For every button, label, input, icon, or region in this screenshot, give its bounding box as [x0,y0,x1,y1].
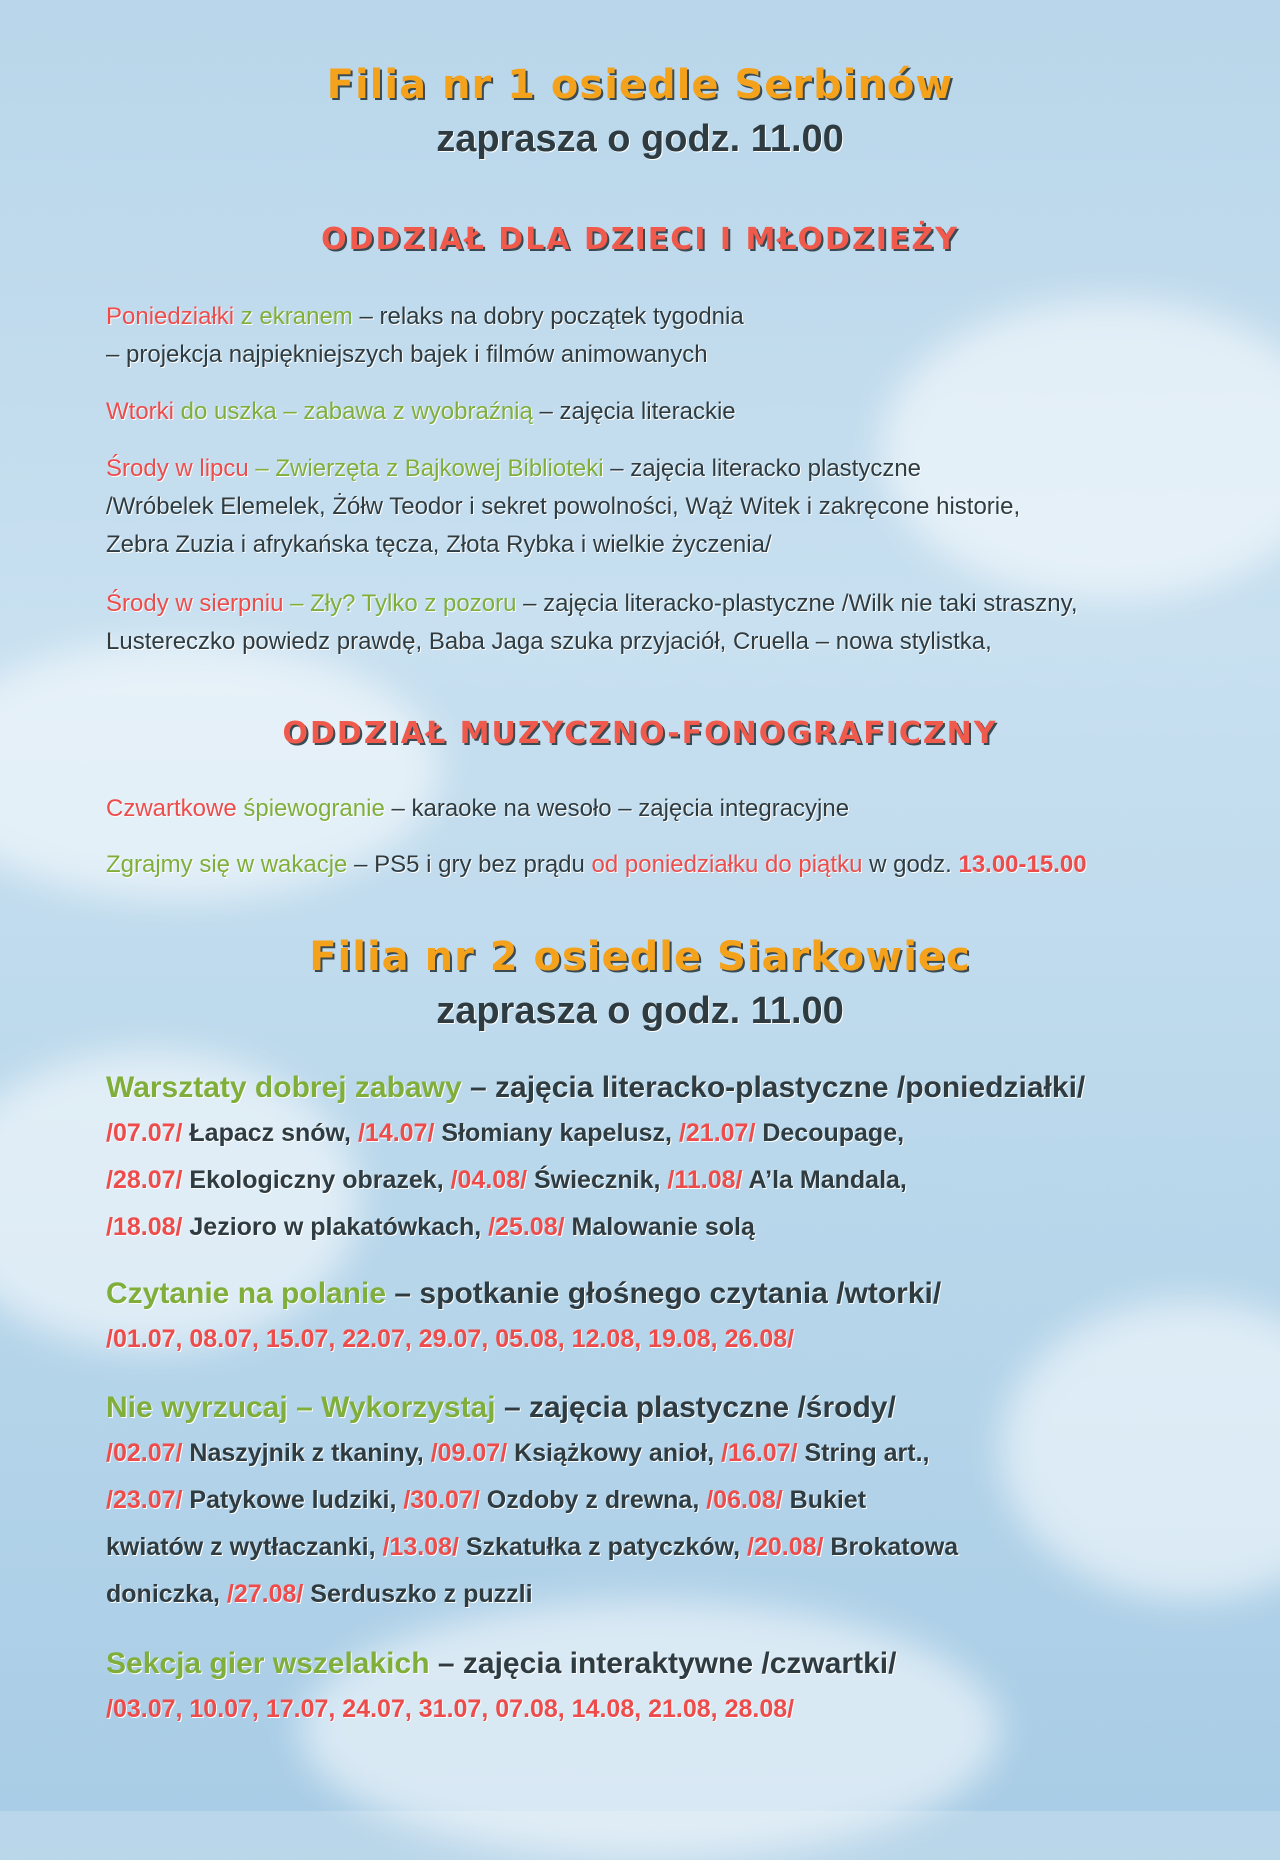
section-kids-title: ODDZIAŁ DLA DZIECI I MŁODZIEŻY [321,222,959,257]
workshop-2: Czytanie na polanie – spotkanie głośnego czytania /wtorki/ /01.07, 08.07, 15.07, 22.07, 29.07, 05.08, 12.08, 19.08, 26.08/ [106,1277,942,1353]
filia1-subtitle: zaprasza o godz. 11.00 [436,118,844,160]
filia2-title: Filia nr 2 osiedle Siarkowiec [309,934,971,980]
item-thursday: Czwartkowe śpiewogranie – karaoke na wesoło – zajęcia integracyjne [106,795,850,822]
section-music-title: ODDZIAŁ MUZYCZNO-FONOGRAFICZNY [282,716,998,751]
item-tuesday: Wtorki do uszka – zabawa z wyobraźnią – zajęcia literackie [106,398,736,425]
workshop-3: Nie wyrzucaj – Wykorzystaj – zajęcia plastyczne /środy/ /02.07/ Naszyjnik z tkaniny, /09.07/ Książkowy anioł, /16.07/ String art., /23.07/ Patykowe ludziki, /30.07/ Ozdoby z drewna, /06.08/ Bukiet kwiatów z wytłaczanki, /13.08/ Szkatułka z patyczków, /20.08/ Brokatowa doniczka, /27.08/ Serduszko z puzzli [106,1391,959,1608]
workshop-1: Warsztaty dobrej zabawy – zajęcia literacko-plastyczne /poniedziałki/ /07.07/ Łapacz snów, /14.07/ Słomiany kapelusz, /21.07/ Decoupage, /28.07/ Ekologiczny obrazek, /04.08/ Świecznik, /11.08/ A’la Mandala, /18.08/ Jezioro w plakatówkach, /25.08/ Malowanie solą [106,1071,1086,1241]
filia2-subtitle: zaprasza o godz. 11.00 [436,990,844,1032]
workshop-4: Sekcja gier wszelakich – zajęcia interaktywne /czwartki/ /03.07, 10.07, 17.07, 24.07, 31.07, 07.08, 14.08, 21.08, 28.08/ [106,1647,897,1723]
item-monday: Poniedziałki z ekranem – relaks na dobry początek tygodnia – projekcja najpiękniejszych bajek i filmów animowanych [106,303,744,368]
filia1-title: Filia nr 1 osiedle Serbinów [326,62,954,108]
item-games: Zgrajmy się w wakacje – PS5 i gry bez prądu od poniedziałku do piątku w godz. 13.00-15.00 [106,851,1087,878]
item-wed-august: Środy w sierpniu – Zły? Tylko z pozoru – zajęcia literacko-plastyczne /Wilk nie taki straszny, Lustereczko powiedz prawdę, Baba Jaga szuka przyjaciół, Cruella – nowa stylistka, [106,590,1078,655]
item-wed-july: Środy w lipcu – Zwierzęta z Bajkowej Biblioteki – zajęcia literacko plastyczne /Wróbelek Elemelek, Żółw Teodor i sekret powolności, Wąż Witek i zakręcone historie, Zebra Zuzia i afrykańska tęcza, Złota Rybka i wielkie życzenia/ [106,455,1021,558]
